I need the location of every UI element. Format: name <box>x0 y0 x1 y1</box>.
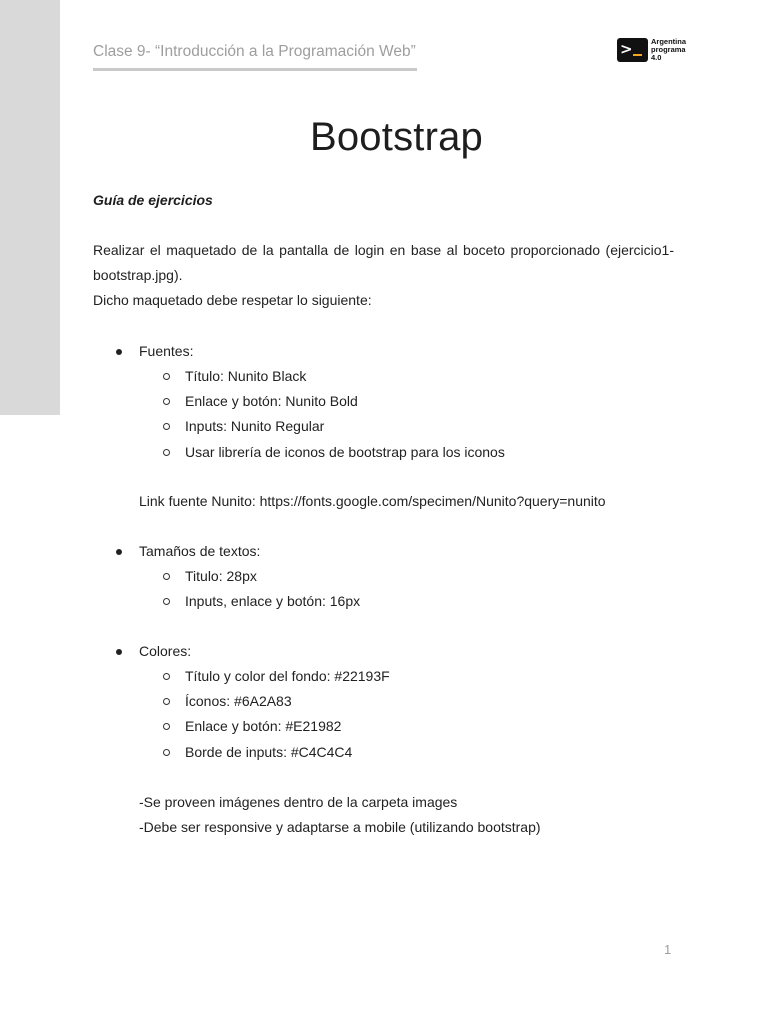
side-margin-bar <box>0 0 60 415</box>
intro-paragraph-2: Dicho maquetado debe respetar lo siguiente: <box>93 292 372 308</box>
logo-text <box>651 38 695 62</box>
sub-item-label: Titulo: 28px <box>185 568 257 584</box>
hollow-circle-icon <box>163 423 170 430</box>
sub-item-label: Título: Nunito Black <box>185 368 307 384</box>
bullet-label: Tamaños de textos: <box>139 543 261 559</box>
document-title: Bootstrap <box>309 115 483 159</box>
sub-item-label: Íconos: #6A2A83 <box>185 693 292 710</box>
sub-item-label: Inputs, enlace y botón: 16px <box>185 593 361 610</box>
header-underline <box>93 68 417 71</box>
sub-list-item <box>93 440 674 465</box>
sub-list-item <box>93 389 674 414</box>
section-colores <box>93 639 674 765</box>
argentina-programa-logo <box>617 38 695 62</box>
sub-list-item <box>93 714 674 739</box>
bullet-label: Fuentes: <box>139 343 194 359</box>
bullet-dot-icon <box>116 649 122 655</box>
hollow-circle-icon <box>163 673 170 680</box>
terminal-prompt-icon: > <box>617 38 648 62</box>
sub-list-item <box>93 740 674 765</box>
sub-list-item <box>93 589 674 614</box>
sub-list-item <box>93 564 674 589</box>
hollow-circle-icon <box>163 698 170 705</box>
bullet-item <box>93 539 674 564</box>
bullet-dot-icon <box>116 349 122 355</box>
section-tamanos <box>93 539 674 614</box>
sub-list-item <box>93 414 674 439</box>
sub-list-item <box>93 364 674 389</box>
hollow-circle-icon <box>163 723 170 730</box>
document-subtitle: Guía de ejercicios <box>93 192 213 208</box>
hollow-circle-icon <box>163 373 170 380</box>
sub-list-item <box>93 689 674 714</box>
bullet-item <box>93 339 674 364</box>
sub-item-label: Enlace y botón: Nunito Bold <box>185 393 358 410</box>
hollow-circle-icon <box>163 749 170 756</box>
logo-line-2: programa <box>651 45 686 54</box>
sub-item-label: Inputs: Nunito Regular <box>185 418 325 435</box>
sub-item-label: Enlace y botón: #E21982 <box>185 718 342 735</box>
hollow-circle-icon <box>163 449 170 456</box>
hollow-circle-icon <box>163 398 170 405</box>
bullet-dot-icon <box>116 549 122 555</box>
header-title: Clase 9- “Introducción a la Programación Web” <box>93 43 416 60</box>
logo-line-1: Argentina <box>651 37 687 46</box>
hollow-circle-icon <box>163 573 170 580</box>
sub-list-item <box>93 664 674 689</box>
sub-item-label: Título y color del fondo: #22193F <box>185 668 390 684</box>
font-link-text: Link fuente Nunito: https://fonts.google.com/specimen/Nunito?query=nunito <box>139 493 606 509</box>
sub-item-label: Borde de inputs: #C4C4C4 <box>185 743 353 760</box>
note-responsive: -Debe ser responsive y adaptarse a mobile (utilizando bootstrap) <box>139 819 541 835</box>
note-images: -Se proveen imágenes dentro de la carpeta images <box>139 794 458 810</box>
intro-paragraph: Realizar el maquetado de la pantalla de login en base al boceto proporcionado (ejercicio1-bootstrap.jpg). <box>93 242 674 283</box>
section-fuentes <box>93 339 674 465</box>
page-number: 1 <box>664 942 672 957</box>
logo-line-3: 4.0 <box>651 53 662 62</box>
bullet-label: Colores: <box>139 643 192 659</box>
sub-item-label: Usar librería de iconos de bootstrap para los iconos <box>185 443 505 460</box>
bullet-item <box>93 639 674 664</box>
hollow-circle-icon <box>163 598 170 605</box>
